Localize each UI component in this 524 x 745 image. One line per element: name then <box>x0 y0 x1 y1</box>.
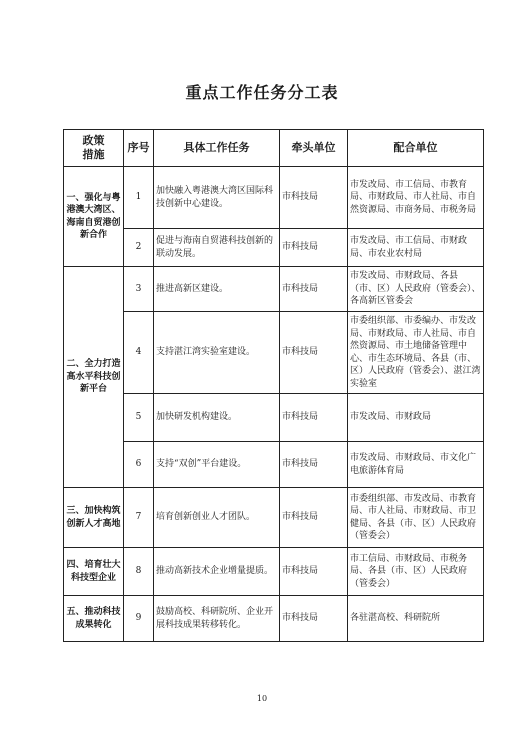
measure-cell: 一、强化与粤港澳大湾区、海南自贸港创新合作 <box>64 167 124 267</box>
seq-cell: 7 <box>124 488 154 548</box>
coop-cell: 市发改局、市财政局、各县（市、区）人民政府（管委会）、各高新区管委会 <box>348 267 484 312</box>
page-title: 重点工作任务分工表 <box>185 83 339 102</box>
task-cell: 加快融入粤港澳大湾区国际科技创新中心建设。 <box>154 167 280 229</box>
task-cell: 鼓励高校、科研院所、企业开展科技成果转移转化。 <box>154 596 280 642</box>
measure-cell: 五、推动科技成果转化 <box>64 596 124 642</box>
header-seq: 序号 <box>124 130 154 167</box>
lead-cell: 市科技局 <box>280 229 348 267</box>
coop-cell: 市发改局、市财政局 <box>348 394 484 442</box>
lead-cell: 市科技局 <box>280 394 348 442</box>
header-measure: 政策 措施 <box>64 130 124 167</box>
table-header-row <box>64 130 484 167</box>
task-cell: 促进与海南自贸港科技创新的联动发展。 <box>154 229 280 267</box>
lead-cell: 市科技局 <box>280 488 348 548</box>
table-row <box>64 167 484 229</box>
header-coop: 配合单位 <box>348 130 484 167</box>
measure-cell: 三、加快构筑创新人才高地 <box>64 488 124 548</box>
seq-cell: 4 <box>124 312 154 394</box>
seq-cell: 6 <box>124 442 154 488</box>
seq-cell: 3 <box>124 267 154 312</box>
header-lead: 牵头单位 <box>280 130 348 167</box>
table-row <box>64 267 484 312</box>
seq-cell: 8 <box>124 548 154 596</box>
lead-cell: 市科技局 <box>280 596 348 642</box>
table-row <box>64 442 484 488</box>
table-row <box>64 229 484 267</box>
lead-cell: 市科技局 <box>280 442 348 488</box>
seq-cell: 1 <box>124 167 154 229</box>
lead-cell: 市科技局 <box>280 548 348 596</box>
seq-cell: 9 <box>124 596 154 642</box>
coop-cell: 市发改局、市工信局、市财政局、市农业农村局 <box>348 229 484 267</box>
coop-cell: 各驻湛高校、科研院所 <box>348 596 484 642</box>
coop-cell: 市发改局、市财政局、市文化广电旅游体育局 <box>348 442 484 488</box>
task-cell: 支持“双创”平台建设。 <box>154 442 280 488</box>
measure-cell: 四、培育壮大科技型企业 <box>64 548 124 596</box>
lead-cell: 市科技局 <box>280 267 348 312</box>
task-cell: 支持湛江湾实验室建设。 <box>154 312 280 394</box>
header-task: 具体工作任务 <box>154 130 280 167</box>
coop-cell: 市发改局、市工信局、市教育局、市财政局、市人社局、市自然资源局、市商务局、市税务局 <box>348 167 484 229</box>
page-number: 10 <box>256 694 268 703</box>
task-cell: 推动高新技术企业增量提质。 <box>154 548 280 596</box>
task-cell: 推进高新区建设。 <box>154 267 280 312</box>
table-row <box>64 548 484 596</box>
coop-cell: 市工信局、市财政局、市税务局、各县（市、区）人民政府（管委会） <box>348 548 484 596</box>
table-row <box>64 488 484 548</box>
measure-cell: 二、全力打造高水平科技创新平台 <box>64 267 124 488</box>
coop-cell: 市委组织部、市发改局、市教育局、市人社局、市财政局、市卫健局、各县（市、区）人民政府（管委会） <box>348 488 484 548</box>
task-table <box>63 129 484 642</box>
table-row <box>64 394 484 442</box>
seq-cell: 5 <box>124 394 154 442</box>
lead-cell: 市科技局 <box>280 167 348 229</box>
seq-cell: 2 <box>124 229 154 267</box>
task-cell: 培育创新创业人才团队。 <box>154 488 280 548</box>
task-cell: 加快研发机构建设。 <box>154 394 280 442</box>
coop-cell: 市委组织部、市委编办、市发改局、市财政局、市人社局、市自然资源局、市土地储备管理中心、市生态环境局、各县（市、区）人民政府（管委会）、湛江湾实验室 <box>348 312 484 394</box>
table-row <box>64 596 484 642</box>
table-row <box>64 312 484 394</box>
lead-cell: 市科技局 <box>280 312 348 394</box>
